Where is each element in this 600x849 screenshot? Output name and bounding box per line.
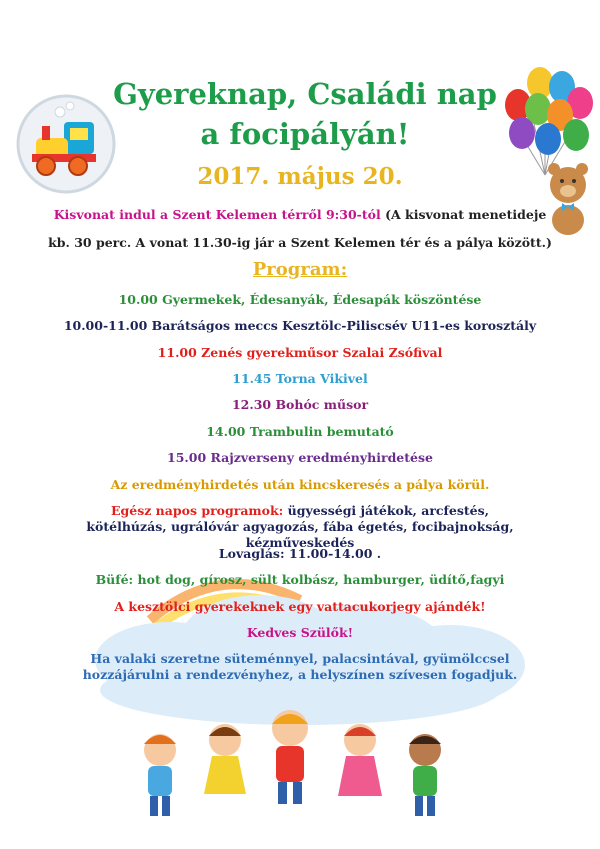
train-departure: Kisvonat indul a Szent Kelemen térről 9:30-tól (53, 207, 381, 222)
treasure-hunt-note: Az eredményhirdetés után kincskeresés a pálya körül. (110, 477, 490, 492)
program-item: 11.45 Torna Vikivel (232, 371, 368, 386)
page-title: Gyereknap, Családi nap a focipályán! (113, 77, 497, 151)
train-info-line-2: kb. 30 perc. A vonat 11.30-ig jár a Szent Kelemen tér és a pálya között.) (48, 235, 552, 250)
train-info-line-1 (40, 207, 560, 223)
horse-riding: Lovaglás: 11.00-14.00 . (218, 546, 382, 561)
program-item: 15.00 Rajzverseny eredményhirdetése (167, 450, 433, 465)
allday-label: Egész napos programok: (110, 503, 284, 518)
program-item: 11.00 Zenés gyerekműsor Szalai Zsófival (157, 345, 443, 360)
parents-appeal: Ha valaki szeretne süteménnyel, palacsintával, gyümölccsel hozzájárulni a rendezvényhez, a helyszínen szívesen fogadjuk. (82, 651, 518, 682)
buffet-info: Büfé: hot dog, gírosz, sült kolbász, hamburger, üdítő,fagyi (95, 572, 505, 587)
jumping-children-image (120, 700, 460, 830)
toy-train-icon (14, 92, 118, 196)
dear-parents: Kedves Szülők! (246, 625, 354, 640)
event-date: 2017. május 20. (197, 163, 403, 190)
allday-programs (70, 503, 530, 551)
program-item: 10.00-11.00 Barátságos meccs Kesztölc-Piliscsév U11-es korosztály (63, 318, 537, 333)
program-item: 12.30 Bohóc műsor (231, 397, 369, 412)
cotton-candy-note: A kesztölci gyerekeknek egy vattacukorjegy ajándék! (114, 599, 486, 614)
train-duration-start: (A kisvonat menetideje (380, 207, 547, 222)
allday-text: ügyességi játékok, arcfestés, kötélhúzás, ugrálóvár agyagozás, fába égetés, focibajnokság, kézműveskedés (86, 503, 514, 550)
program-item: 10.00 Gyermekek, Édesanyák, Édesapák köszöntése (118, 292, 482, 307)
program-item: 14.00 Trambulin bemutató (206, 424, 394, 439)
program-heading: Program: (252, 259, 348, 280)
